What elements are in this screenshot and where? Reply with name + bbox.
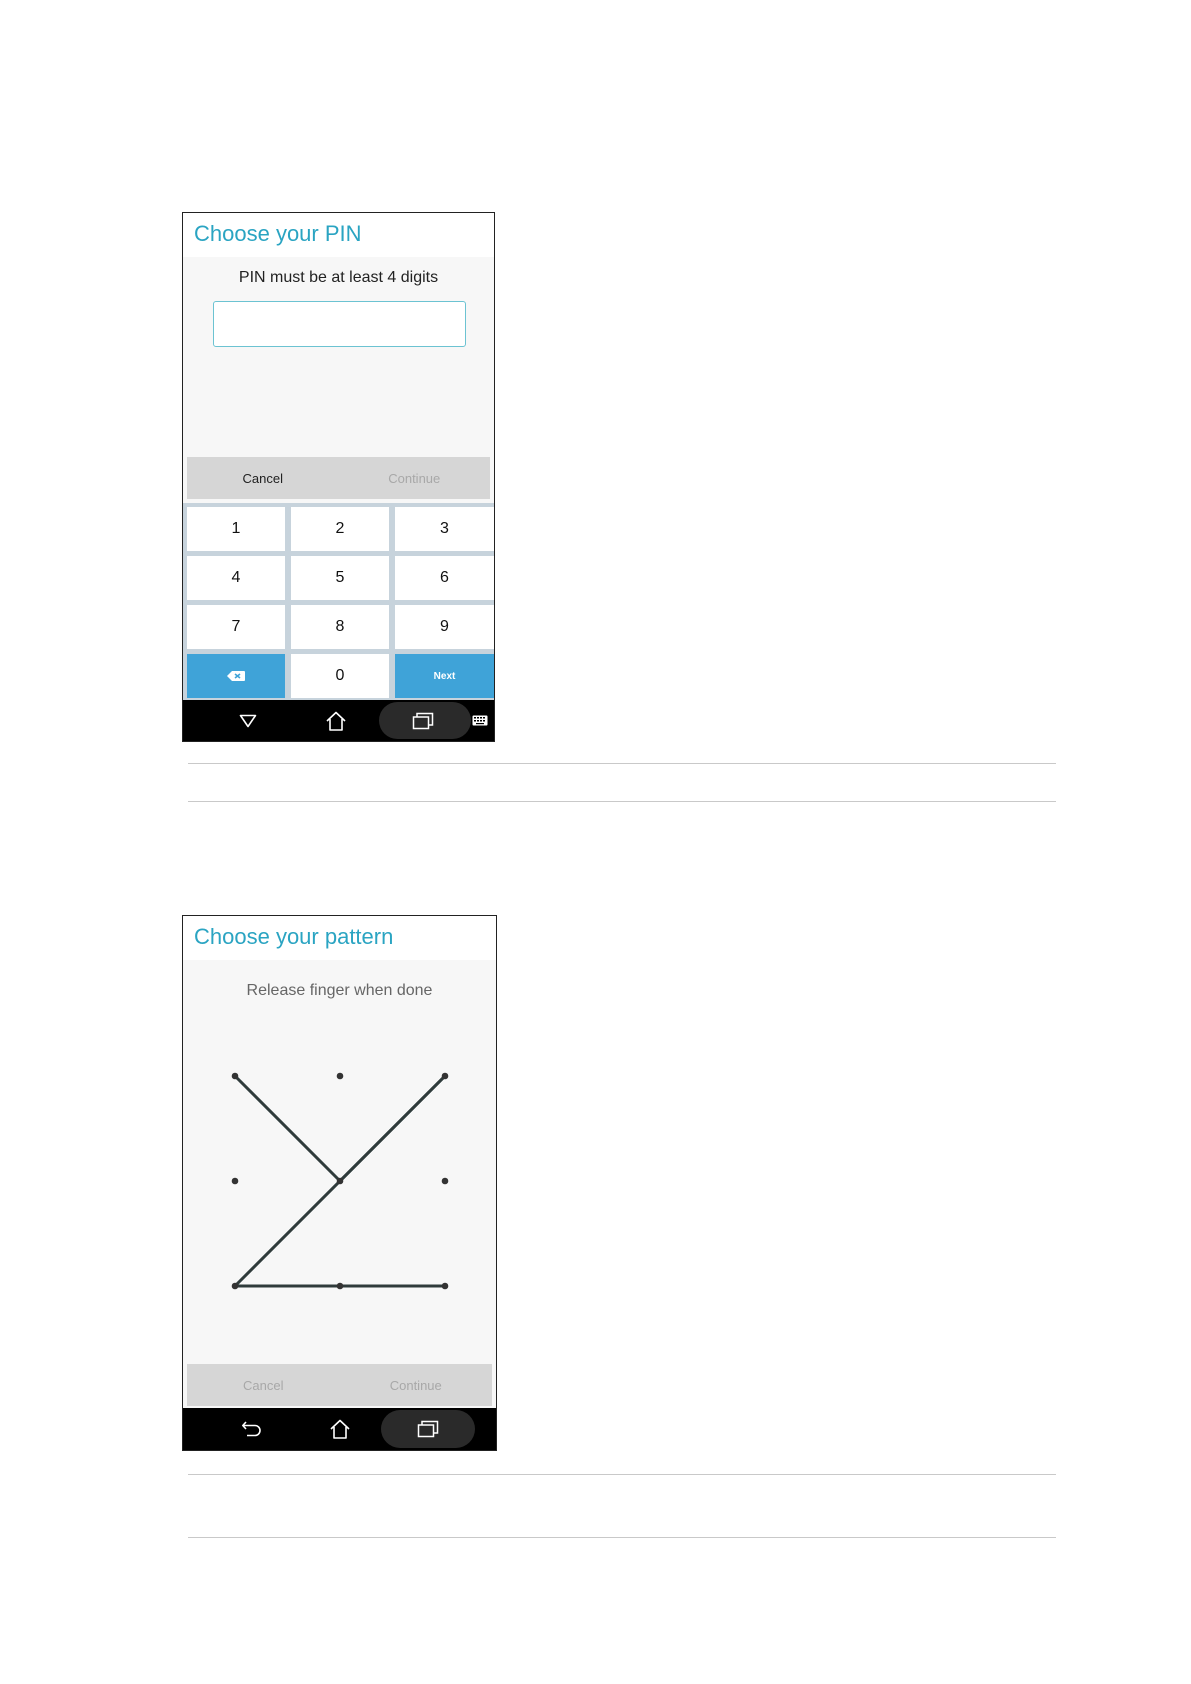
pattern-dot-9 [442,1283,449,1290]
back-button[interactable] [235,1408,269,1450]
key-1[interactable]: 1 [187,507,285,551]
key-3[interactable]: 3 [395,507,494,551]
pin-input[interactable] [213,301,466,347]
pattern-dot-6 [442,1178,449,1185]
pattern-screen [182,915,497,1451]
pattern-dot-3 [442,1073,449,1080]
page-title: Choose your pattern [194,924,394,949]
cancel-button[interactable]: Cancel [243,1377,284,1393]
pattern-dot[interactable] [442,1178,449,1185]
home-icon [325,711,347,731]
pattern-dot-4 [232,1178,239,1185]
navigation-bar [183,1408,496,1450]
pattern-dot[interactable] [337,1073,344,1080]
recent-apps-icon [417,1420,439,1438]
key-5[interactable]: 5 [291,556,389,600]
pattern-dot[interactable] [232,1178,239,1185]
home-button[interactable] [323,1408,357,1450]
continue-button[interactable]: Continue [388,470,441,486]
pin-header [183,213,494,257]
back-arrow-icon [241,1420,263,1438]
pattern-hint: Release finger when done [246,982,433,999]
keyboard-button[interactable] [467,700,493,741]
page-title: Choose your PIN [194,221,362,246]
cancel-button[interactable]: Cancel [242,470,283,486]
divider-4 [188,1537,1056,1538]
next-button[interactable]: Next [395,654,494,698]
pattern-dot[interactable] [232,1073,239,1080]
pattern-dot[interactable] [442,1073,449,1080]
recent-apps-button[interactable] [406,700,440,741]
key-7[interactable]: 7 [187,605,285,649]
home-icon [329,1419,351,1439]
divider-1 [188,763,1056,764]
divider-3 [188,1474,1056,1475]
key-8[interactable]: 8 [291,605,389,649]
pattern-dot-1 [232,1073,239,1080]
back-triangle-icon [239,714,257,728]
pattern-dot[interactable] [337,1178,344,1185]
keyboard-icon [472,715,488,726]
numeric-keypad [183,503,494,701]
key-2[interactable]: 2 [291,507,389,551]
pattern-dot-2 [337,1073,344,1080]
key-9[interactable]: 9 [395,605,494,649]
action-bar [187,1364,492,1406]
navigation-bar [183,700,494,741]
pin-screen [182,212,495,742]
home-button[interactable] [319,700,353,741]
pattern-dot[interactable] [232,1283,239,1290]
key-4[interactable]: 4 [187,556,285,600]
pattern-dot[interactable] [442,1283,449,1290]
backspace-icon [226,670,246,682]
recent-apps-button[interactable] [411,1408,445,1450]
pattern-dot[interactable] [337,1283,344,1290]
recent-apps-icon [412,712,434,730]
backspace-button[interactable] [187,654,285,698]
continue-button[interactable]: Continue [389,1377,442,1393]
pattern-dot-5 [337,1178,344,1185]
pattern-dot-7 [232,1283,239,1290]
action-bar [187,457,490,499]
pattern-segment [235,1076,340,1181]
back-button[interactable] [233,700,263,741]
pin-hint: PIN must be at least 4 digits [238,269,439,286]
divider-2 [188,801,1056,802]
key-0[interactable]: 0 [291,654,389,698]
key-6[interactable]: 6 [395,556,494,600]
pattern-dot-8 [337,1283,344,1290]
